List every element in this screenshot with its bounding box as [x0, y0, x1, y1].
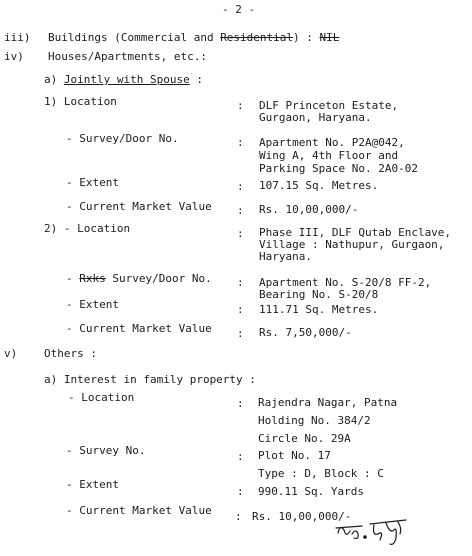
item1-survey-label: - Survey/Door No.: [66, 132, 179, 145]
page-number: - 2 -: [222, 3, 256, 16]
item1-survey-line3: Parking Space No. 2A0-02: [259, 162, 418, 175]
item2-location-line2: Village : Nathupur, Gurgaon,: [259, 238, 445, 251]
family-cmv-value: Rs. 10,00,000/-: [252, 510, 352, 523]
colon: :: [237, 136, 244, 149]
family-cmv-label: - Current Market Value: [66, 504, 212, 517]
family-location-line2: Holding No. 384/2: [258, 414, 371, 427]
sub-a-title: Jointly with Spouse: [63, 73, 190, 86]
section-iv-number: iv): [4, 50, 24, 63]
section-iii-title-part: Buildings (Commercial and: [48, 31, 221, 44]
colon: :: [237, 303, 244, 316]
item2-survey-label: - Rxks Survey/Door No.: [66, 272, 212, 285]
item2-extent-label: - Extent: [66, 298, 119, 311]
item1-location-line1: DLF Princeton Estate,: [259, 99, 399, 112]
sub-a-interest: a) Interest in family property :: [44, 373, 256, 386]
family-survey-line2: Type : D, Block : C: [258, 467, 384, 480]
sub-a-jointly: [44, 74, 203, 86]
handwritten-signature: [334, 516, 410, 550]
item2-survey-struck: Rxks: [79, 272, 106, 285]
item1-survey-line2: Wing A, 4th Floor and: [259, 149, 399, 162]
section-iii-title: [48, 32, 339, 44]
colon: :: [237, 227, 244, 240]
section-v-title: Others :: [44, 347, 97, 360]
family-location-line3: Circle No. 29A: [258, 432, 351, 445]
section-iii-number: iii): [4, 31, 31, 44]
colon: :: [235, 510, 242, 523]
section-iii-title-colon: ) :: [293, 31, 320, 44]
colon: :: [237, 204, 244, 217]
item1-cmv-value: Rs. 10,00,000/-: [259, 203, 359, 216]
family-survey-line1: Plot No. 17: [258, 449, 331, 462]
colon: :: [237, 99, 244, 112]
item1-cmv-label: - Current Market Value: [66, 200, 212, 213]
item2-location-label: 2) - Location: [44, 222, 131, 235]
family-extent-label: - Extent: [66, 478, 119, 491]
section-iv-title: Houses/Apartments, etc.:: [48, 50, 207, 63]
colon: :: [237, 450, 244, 463]
section-iii-nil: NIL: [319, 31, 340, 44]
sub-a-suffix: :: [189, 73, 203, 86]
family-location-label: - Location: [68, 391, 135, 404]
item2-location-line3: Haryana.: [259, 250, 312, 263]
colon: :: [237, 327, 244, 340]
colon: :: [237, 276, 244, 289]
section-iii-title-struck: Residential: [220, 31, 294, 44]
family-survey-label: - Survey No.: [66, 444, 146, 457]
colon: :: [237, 485, 244, 498]
section-v-number: v): [4, 347, 18, 360]
item2-survey-line1: Apartment No. S-20/8 FF-2,: [259, 276, 432, 289]
item2-survey-label-text: Survey/Door No.: [105, 272, 212, 285]
item1-location-label: 1) Location: [44, 95, 117, 108]
item2-extent-value: 111.71 Sq. Metres.: [259, 303, 379, 316]
item1-extent-value: 107.15 Sq. Metres.: [259, 179, 379, 192]
family-extent-value: 990.11 Sq. Yards: [258, 485, 364, 498]
sub-a-prefix: a): [44, 73, 64, 86]
item2-survey-line2: Bearing No. S-20/8: [259, 288, 379, 301]
colon: :: [237, 397, 244, 410]
item1-survey-line1: Apartment No. P2A@042,: [259, 136, 405, 149]
item1-location-line2: Gurgaon, Haryana.: [259, 111, 372, 124]
colon: :: [237, 180, 244, 193]
item1-extent-label: - Extent: [66, 176, 119, 189]
family-location-line1: Rajendra Nagar, Patna: [258, 396, 398, 409]
item2-location-line1: Phase III, DLF Qutab Enclave,: [259, 226, 452, 239]
item2-cmv-label: - Current Market Value: [66, 322, 212, 335]
item2-cmv-value: Rs. 7,50,000/-: [259, 326, 352, 339]
